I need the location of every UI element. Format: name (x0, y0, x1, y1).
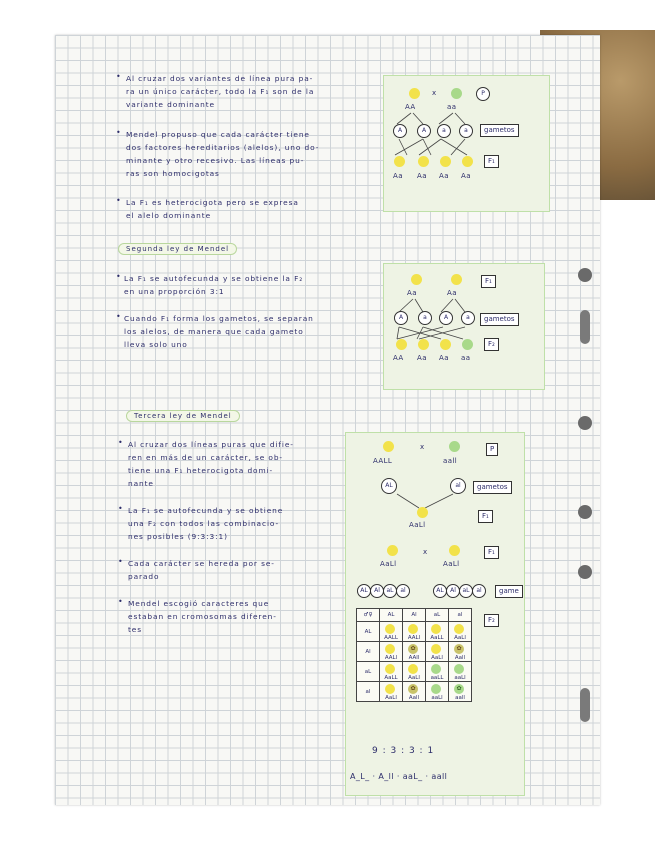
parent-genotype: aa (447, 103, 457, 111)
offspring-genotype: Aa (417, 354, 427, 362)
punnett-square (356, 608, 472, 702)
yellow-smooth-pea-icon (408, 624, 418, 634)
yellow-wrinkled-pea-icon: ✿ (408, 684, 418, 694)
phenotype-classes: A_L_ · A_ll · aaL_ · aall (350, 772, 448, 781)
generation-f1-label: F₁ (481, 275, 496, 288)
punnett-cell (426, 642, 449, 662)
green-smooth-pea-icon (431, 664, 441, 674)
offspring-genotype: Aa (439, 172, 449, 180)
gamete-circle: AL (433, 584, 447, 598)
cell-genotype: aaLL (430, 675, 444, 681)
green-smooth-pea-icon (431, 684, 441, 694)
cell-genotype: aaLl (454, 675, 466, 681)
gamete-circle: aL (383, 584, 397, 598)
gamete-circle: aL (459, 584, 473, 598)
punnett-cell (380, 662, 403, 682)
gamete-circle: al (472, 584, 486, 598)
bullet-mark: • (116, 72, 121, 81)
yellow-smooth-pea-icon (408, 664, 418, 674)
yellow-smooth-pea-icon (431, 624, 441, 634)
bullet-mark: • (116, 128, 121, 137)
punnett-row-label: aL (357, 662, 380, 682)
bullet-mark: • (116, 272, 121, 281)
gametes-label: game (495, 585, 523, 598)
gamete-circle: AL (381, 478, 397, 494)
gametes-label: gametos (473, 481, 512, 494)
f1-genotype: AaLl (409, 521, 426, 529)
gamete-circle: Al (446, 584, 460, 598)
note-text: Mendel propuso que cada carácter tiene dos factores hereditarios (alelos), uno do- minante y otro recesivo. Las líneas pu- ras son homocigotas (126, 130, 320, 178)
yellow-smooth-pea-icon (385, 624, 395, 634)
punnett-corner: ♂♀ (357, 609, 380, 622)
yellow-pea-icon (440, 339, 451, 350)
binder-hole (578, 416, 592, 430)
yellow-pea-icon (462, 156, 473, 167)
gametes-label: gametos (480, 124, 519, 137)
binder-slot (580, 310, 590, 344)
gamete-circle: a (418, 311, 432, 325)
cell-genotype: Aall (454, 655, 466, 661)
note-text: Al cruzar dos líneas puras que difie- ren en más de un carácter, se ob- tiene una F₁ heterocigota domi- nante (128, 440, 294, 488)
punnett-row-label: al (357, 682, 380, 702)
punnett-cell (403, 682, 426, 702)
cell-genotype: AALl (407, 635, 421, 641)
yellow-pea-icon (418, 156, 429, 167)
gamete-circle: a (437, 124, 451, 138)
offspring-genotype: Aa (461, 172, 471, 180)
offspring-genotype: aa (461, 354, 471, 362)
punnett-row (357, 682, 472, 702)
bullet-mark: • (118, 597, 123, 606)
offspring-genotype: Aa (417, 172, 427, 180)
parent-genotype: AA (405, 103, 416, 111)
generation-f1-label: F₁ (478, 510, 493, 523)
yellow-smooth-pea-icon (431, 644, 441, 654)
punnett-header: aL (426, 609, 449, 622)
yellow-pea-icon (396, 339, 407, 350)
binder-slot (580, 688, 590, 722)
note-text: Cuando F₁ forma los gametos, se separan los alelos, de manera que cada gameto lleva solo uno (124, 314, 314, 349)
gametes-label: gametos (480, 313, 519, 326)
binder-hole (578, 505, 592, 519)
green-pea-icon (462, 339, 473, 350)
cell-genotype: AaLL (430, 635, 444, 641)
generation-p-label: P (486, 443, 498, 456)
note-text: Cada carácter se hereda por se- parado (128, 559, 275, 581)
green-smooth-pea-icon (454, 664, 464, 674)
punnett-row (357, 662, 472, 682)
gamete-circle: Al (370, 584, 384, 598)
punnett-row (357, 642, 472, 662)
generation-f2-label: F₂ (484, 338, 499, 351)
note-text: Mendel escogió caracteres que estaban en cromosomas diferen- tes (128, 599, 277, 634)
cell-genotype: AaLl (408, 675, 420, 681)
punnett-cell (380, 622, 403, 642)
punnett-cell (449, 662, 472, 682)
gamete-circle: al (450, 478, 466, 494)
yellow-pea-icon (394, 156, 405, 167)
gamete-circle: AL (357, 584, 371, 598)
punnett-cell (380, 642, 403, 662)
yellow-smooth-pea-icon (387, 545, 398, 556)
punnett-cell (426, 682, 449, 702)
gamete-circle: a (461, 311, 475, 325)
parent-genotype: Aa (447, 289, 457, 297)
yellow-pea-icon (440, 156, 451, 167)
offspring-genotype: Aa (439, 354, 449, 362)
cell-genotype: AaLL (384, 675, 398, 681)
gamete-circle: A (393, 124, 407, 138)
punnett-cell (380, 682, 403, 702)
yellow-smooth-pea-icon (385, 644, 395, 654)
note-text: La F₁ se autofecunda y se obtiene la F₂ en una proporción 3:1 (124, 274, 304, 296)
cross-symbol: x (420, 443, 425, 451)
cell-genotype: AAll (408, 655, 420, 661)
note-text: Al cruzar dos variantes de línea pura pa- ra un único carácter, todo la F₁ son de la variante dominante (126, 74, 315, 109)
phenotype-ratio: 9 : 3 : 3 : 1 (372, 746, 435, 756)
gamete-circle: A (417, 124, 431, 138)
generation-f2-label: F₂ (484, 614, 499, 627)
yellow-smooth-pea-icon (385, 684, 395, 694)
binder-hole (578, 268, 592, 282)
parent-genotype: aall (443, 457, 458, 465)
cell-genotype: AALL (384, 635, 398, 641)
green-wrinkled-pea-icon: ✿ (454, 684, 464, 694)
cross-lines (383, 75, 548, 210)
cross-symbol: x (432, 89, 437, 97)
generation-p-label: P (476, 87, 490, 101)
punnett-cell (426, 622, 449, 642)
gamete-circle: al (396, 584, 410, 598)
punnett-cell (426, 662, 449, 682)
gamete-circle: a (459, 124, 473, 138)
punnett-row-label: AL (357, 622, 380, 642)
yellow-smooth-pea-icon (385, 664, 395, 674)
cell-genotype: AaLl (454, 635, 466, 641)
gamete-circle: A (439, 311, 453, 325)
cross-lines (383, 263, 543, 388)
punnett-cell (403, 622, 426, 642)
parent-genotype: AALL (373, 457, 393, 465)
yellow-pea-icon (418, 339, 429, 350)
punnett-header-row (357, 609, 472, 622)
cell-genotype: aaLl (431, 695, 443, 701)
punnett-cell (449, 682, 472, 702)
punnett-cell (449, 642, 472, 662)
punnett-cell (449, 622, 472, 642)
punnett-row-label: Al (357, 642, 380, 662)
cell-genotype: AALl (384, 655, 398, 661)
yellow-smooth-pea-icon (417, 507, 428, 518)
cell-genotype: AaLl (385, 695, 397, 701)
bullet-mark: • (118, 504, 123, 513)
gamete-circle: A (394, 311, 408, 325)
punnett-cell (403, 642, 426, 662)
punnett-header: Al (403, 609, 426, 622)
yellow-smooth-pea-icon (454, 624, 464, 634)
punnett-header: AL (380, 609, 403, 622)
yellow-wrinkled-pea-icon: ✿ (408, 644, 418, 654)
cell-genotype: AaLl (431, 655, 443, 661)
section-heading: Segunda ley de Mendel (118, 243, 237, 255)
parent-genotype: Aa (407, 289, 417, 297)
parent-genotype: AaLl (380, 560, 397, 568)
punnett-header: al (449, 609, 472, 622)
bullet-mark: • (118, 557, 123, 566)
parent-genotype: AaLl (443, 560, 460, 568)
offspring-genotype: Aa (393, 172, 403, 180)
binder-hole (578, 565, 592, 579)
cell-genotype: Aall (408, 695, 420, 701)
yellow-wrinkled-pea-icon: ✿ (454, 644, 464, 654)
note-text: La F₁ se autofecunda y se obtiene una F₂ con todos las combinacio- nes posibles (9:3:3:1) (128, 506, 284, 541)
section-heading: Tercera ley de Mendel (126, 410, 240, 422)
punnett-row (357, 622, 472, 642)
bullet-mark: • (116, 312, 121, 321)
bullet-mark: • (116, 196, 121, 205)
punnett-cell (403, 662, 426, 682)
generation-f1-label: F₁ (484, 546, 499, 559)
offspring-genotype: AA (393, 354, 404, 362)
cross-symbol: x (423, 548, 428, 556)
cell-genotype: aall (455, 695, 465, 701)
bullet-mark: • (118, 438, 123, 447)
yellow-smooth-pea-icon (449, 545, 460, 556)
note-text: La F₁ es heterocigota pero se expresa el alelo dominante (126, 198, 299, 220)
generation-f1-label: F₁ (484, 155, 499, 168)
